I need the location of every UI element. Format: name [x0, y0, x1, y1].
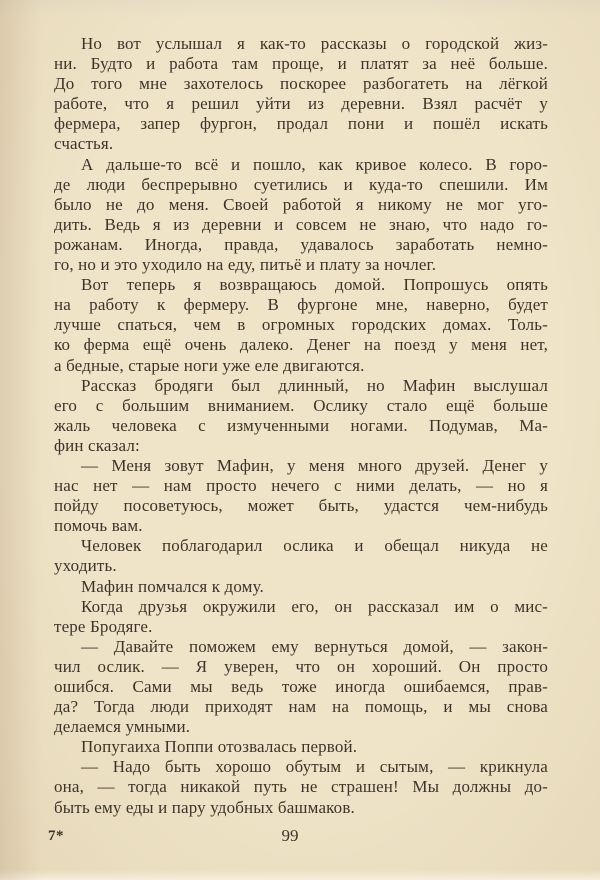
text-line: на работу к фермеру. В фургоне мне, наверно, будет: [54, 295, 548, 315]
text-line: Рассказ бродяги был длинный, но Мафин выслушал: [81, 375, 548, 395]
text-line: жаль человека с измученными ногами. Подумав, Ма-: [54, 415, 548, 435]
signature-mark: 7*: [48, 828, 64, 844]
text-line: счастья.: [54, 134, 114, 154]
text-line: ни. Будто и работа там проще, и платят за неё больше.: [54, 54, 548, 74]
page-number: 99: [281, 826, 299, 845]
page-footer: [0, 826, 600, 852]
text-line: было не до меня. Своей работой я никому не мог уго-: [54, 194, 548, 214]
text-line: работе, что я решил уйти из деревни. Взял расчёт у: [54, 94, 548, 114]
text-line: пойду посоветуюсь, может быть, удастся чем-нибудь: [54, 496, 548, 516]
text-line: де люди беспрерывно суетились и куда-то спешили. Им: [54, 174, 548, 194]
text-line: А дальше-то всё и пошло, как кривое колесо. В горо-: [81, 154, 548, 174]
text-line: го, но и это уходило на еду, питьё и плату за ночлег.: [54, 255, 437, 275]
text-line: Человек поблагодарил ослика и обещал никуда не: [81, 536, 548, 556]
text-line: уходить.: [54, 556, 117, 576]
text-line: Вот теперь я возвращаюсь домой. Попрошусь опять: [81, 275, 548, 295]
text-line: Но вот услышал я как-то рассказы о городской жиз-: [81, 34, 548, 53]
text-line: чил ослик. — Я уверен, что он хороший. Он просто: [54, 656, 548, 676]
text-line: — Надо быть хорошо обутым и сытым, — крикнула: [81, 757, 548, 777]
text-line: Попугаиха Поппи отозвалась первой.: [81, 737, 358, 757]
text-line: она, — тогда никакой путь не страшен! Мы должны до-: [54, 777, 548, 797]
text-line: До того мне захотелось поскорее разбогатеть на лёгкой: [54, 74, 548, 94]
text-line: фермера, запер фургон, продал пони и пошёл искать: [54, 114, 548, 134]
text-line: быть ему еды и пару удобных башмаков.: [54, 797, 355, 817]
text-line: ко ферма ещё очень далеко. Денег на поезд у меня нет,: [54, 335, 548, 355]
text-line: — Давайте поможем ему вернуться домой, — закон-: [81, 636, 548, 656]
text-line: да? Тогда люди приходят нам на помощь, и мы снова: [54, 697, 548, 717]
text-line: лучше спаться, чем в огромных городских домах. Толь-: [54, 315, 548, 335]
text-line: а бедные, старые ноги уже еле двигаются.: [54, 355, 365, 375]
text-line: Когда друзья окружили его, он рассказал им о мис-: [81, 596, 548, 616]
text-line: делаемся умными.: [54, 717, 191, 737]
text-line: фин сказал:: [54, 435, 140, 455]
text-line: его с большим вниманием. Ослику стало ещё больше: [54, 395, 548, 415]
text-line: тере Бродяге.: [54, 616, 153, 636]
text-line: помочь вам.: [54, 516, 143, 536]
text-line: нас нет — нам просто нечего с ними делать, — но я: [54, 476, 548, 496]
text-line: ошибся. Сами мы ведь тоже иногда ошибаемся, прав-: [54, 677, 548, 696]
text-line: дить. Ведь я из деревни и совсем не знаю, что надо го-: [54, 214, 548, 234]
text-line: рожанам. Иногда, правда, удавалось заработать немно-: [54, 234, 548, 254]
text-line: — Меня зовут Мафин, у меня много друзей. Денег у: [81, 455, 548, 475]
page-text: [54, 34, 548, 818]
text-line: Мафин помчался к дому.: [81, 576, 264, 596]
